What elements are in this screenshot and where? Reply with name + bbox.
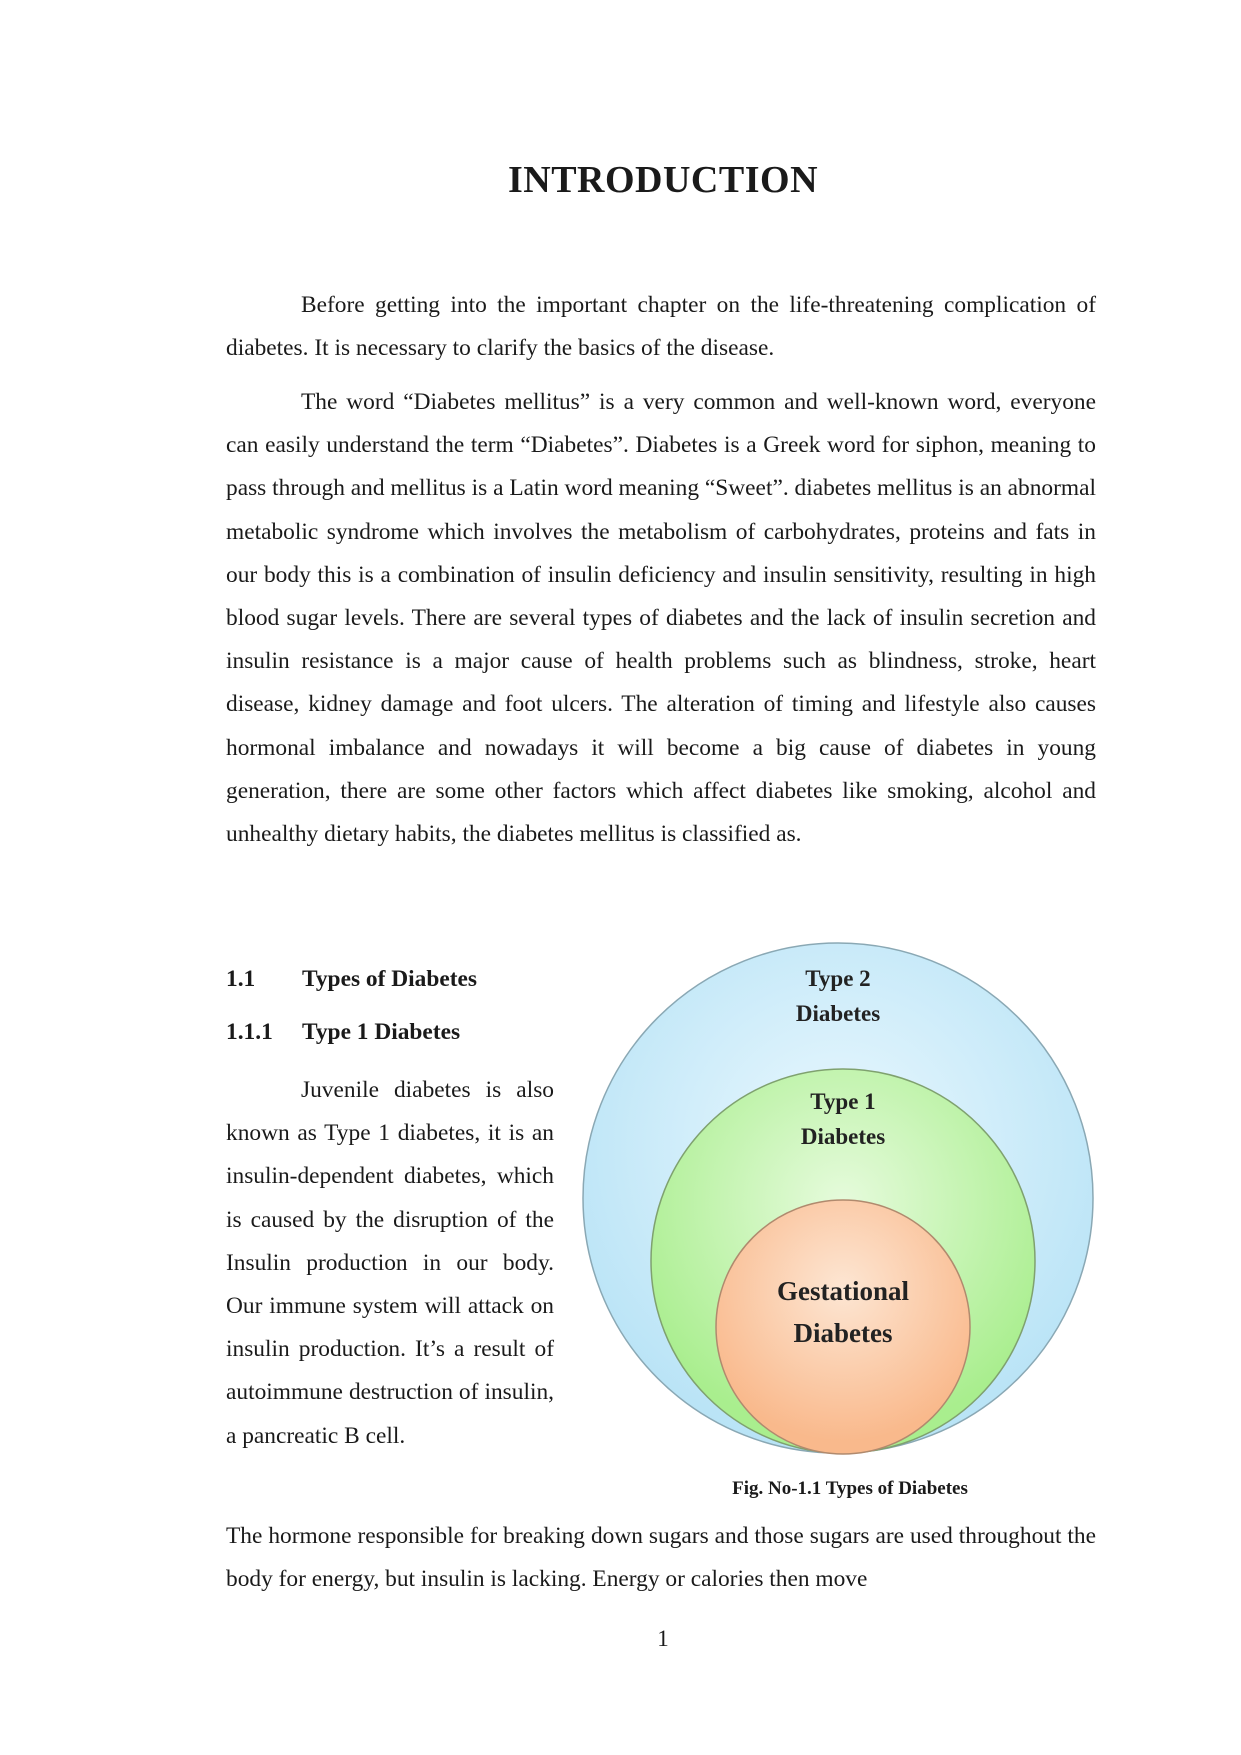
page-title: INTRODUCTION bbox=[507, 159, 819, 201]
continuation-paragraph: The hormone responsible for breaking down sugars and those sugars are used throughout the body for energy, but insulin is lacking. Energy or calories then move bbox=[226, 1523, 1096, 1593]
type1-label-line1: Type 1 bbox=[810, 1089, 876, 1114]
figure-caption: Fig. No-1.1 Types of Diabetes bbox=[732, 1478, 968, 1499]
gestational-label-line2: Diabetes bbox=[793, 1318, 893, 1348]
gestational-label-line1: Gestational bbox=[777, 1276, 909, 1306]
intro-paragraph-1: Before getting into the important chapter on the life-threatening complication of diabetes. It is necessary to clarify the basics of the disease. bbox=[226, 292, 1096, 362]
section-heading bbox=[226, 966, 477, 993]
section-title: Types of Diabetes bbox=[302, 966, 477, 992]
type2-label-line2: Diabetes bbox=[795, 1001, 881, 1026]
type1-paragraph: Juvenile diabetes is also known as Type 1 diabetes, it is an insulin-dependent diabetes, which is caused by the disruption of the Insulin production in our body. Our immune system will attack on insulin production. It’s a result of autoimmune destruction of insulin, a pancreatic B cell. bbox=[226, 1077, 554, 1449]
type2-label-line1: Type 2 bbox=[805, 966, 871, 991]
subsection-number: 1.1.1 bbox=[226, 1019, 273, 1045]
nested-circles-diagram bbox=[578, 938, 1098, 1458]
page-number: 1 bbox=[657, 1626, 669, 1651]
subsection-heading bbox=[226, 1019, 460, 1046]
intro-paragraph-2: The word “Diabetes mellitus” is a very common and well-known word, everyone can easily understand the term “Diabetes”. Diabetes is a Greek word for siphon, meaning to pass through and mellitus is a Latin word meaning “Sweet”. diabetes mellitus is an abnormal metabolic syndrome which involves the metabolism of carbohydrates, proteins and fats in our body this is a combination of insulin deficiency and insulin sensitivity, resulting in high blood sugar levels. There are several types of diabetes and the lack of insulin secretion and insulin resistance is a major cause of health problems such as blindness, stroke, heart disease, kidney damage and foot ulcers. The alteration of timing and lifestyle also causes hormonal imbalance and nowadays it will become a big cause of diabetes in young generation, there are some other factors which affect diabetes like smoking, alcohol and unhealthy dietary habits, the diabetes mellitus is classified as. bbox=[226, 389, 1096, 848]
type1-label-line2: Diabetes bbox=[800, 1124, 886, 1149]
section-number: 1.1 bbox=[226, 966, 256, 992]
subsection-title: Type 1 Diabetes bbox=[302, 1019, 461, 1045]
diabetes-types-figure bbox=[578, 938, 1098, 1458]
